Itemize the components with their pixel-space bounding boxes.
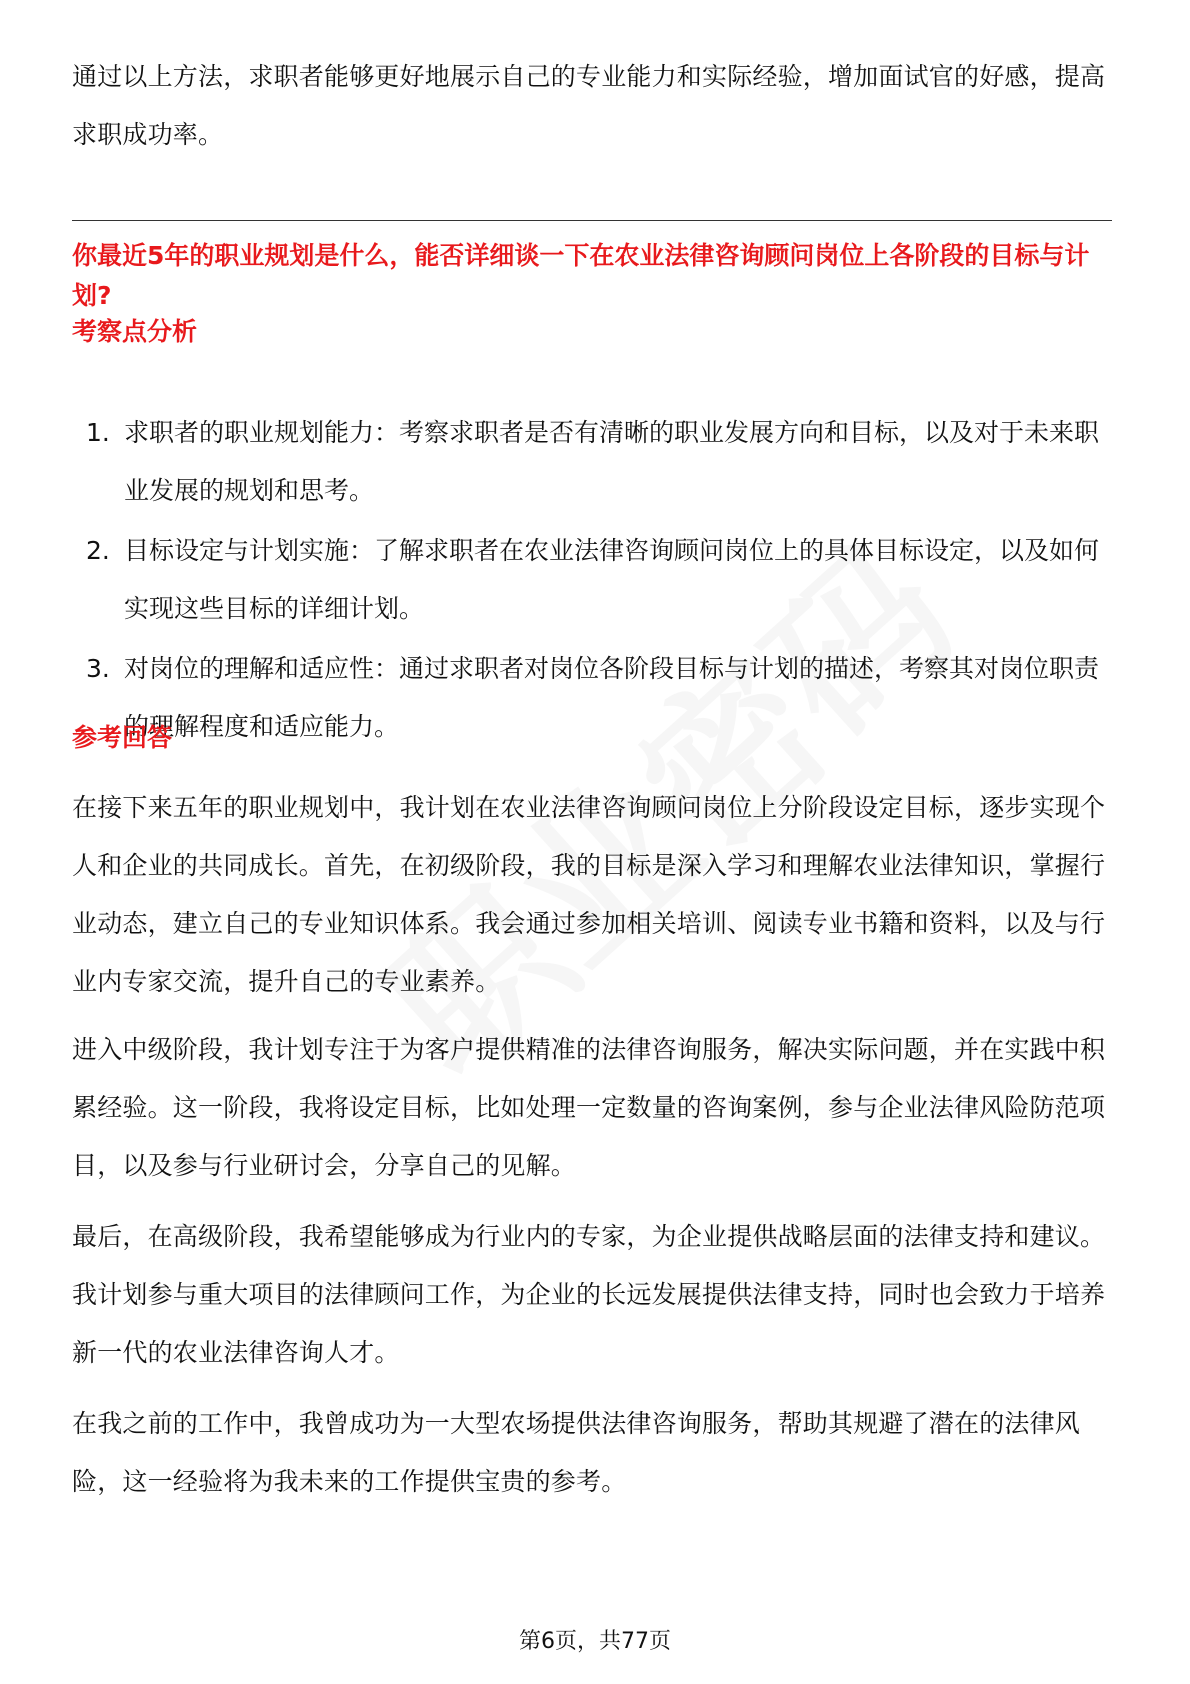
answer-paragraph-4: 在我之前的工作中，我曾成功为一大型农场提供法律咨询服务，帮助其规避了潜在的法律风险，这一经验将为我未来的工作提供宝贵的参考。 (72, 1409, 1081, 1496)
list-item-text: 对岗位的理解和适应性：通过求职者对岗位各阶段目标与计划的描述，考察其对岗位职责的理解程度和适应能力。 (124, 654, 1100, 741)
section-divider (72, 220, 1112, 221)
question-heading: 你最近5年的职业规划是什么，能否详细谈一下在农业法律咨询顾问岗位上各阶段的目标与计划? (72, 241, 1090, 310)
answer-paragraph-1: 在接下来五年的职业规划中，我计划在农业法律咨询顾问岗位上分阶段设定目标，逐步实现个人和企业的共同成长。首先，在初级阶段，我的目标是深入学习和理解农业法律知识，掌握行业动态，建立自己的专业知识体系。我会通过参加相关培训、阅读专业书籍和资料，以及与行业内专家交流，提升自己的专业素养。 (72, 793, 1106, 996)
list-item-text: 求职者的职业规划能力：考察求职者是否有清晰的职业发展方向和目标，以及对于未来职业发展的规划和思考。 (124, 418, 1100, 505)
intro-paragraph: 通过以上方法，求职者能够更好地展示自己的专业能力和实际经验，增加面试官的好感，提高求职成功率。 (72, 62, 1106, 149)
analysis-heading: 考察点分析 (72, 317, 198, 346)
answer-paragraph-3: 最后，在高级阶段，我希望能够成为行业内的专家，为企业提供战略层面的法律支持和建议。我计划参与重大项目的法律顾问工作，为企业的长远发展提供法律支持，同时也会致力于培养新一代的农业法律咨询人才。 (72, 1222, 1106, 1367)
list-item-number: 3. (86, 654, 110, 683)
document-page (72, 0, 1112, 1684)
analysis-list (72, 404, 1112, 758)
page-footer: 第6页，共77页 (519, 1629, 671, 1654)
list-item-text: 目标设定与计划实施：了解求职者在农业法律咨询顾问岗位上的具体目标设定，以及如何实现这些目标的详细计划。 (124, 536, 1100, 623)
list-item-number: 2. (86, 536, 110, 565)
list-item (72, 404, 1112, 520)
list-item-number: 1. (86, 418, 110, 447)
answer-paragraph-2: 进入中级阶段，我计划专注于为客户提供精准的法律咨询服务，解决实际问题，并在实践中积累经验。这一阶段，我将设定目标，比如处理一定数量的咨询案例，参与企业法律风险防范项目，以及参与行业研讨会，分享自己的见解。 (72, 1035, 1106, 1180)
answer-heading: 参考回答 (72, 723, 173, 752)
list-item (72, 640, 1112, 756)
list-item (72, 522, 1112, 638)
